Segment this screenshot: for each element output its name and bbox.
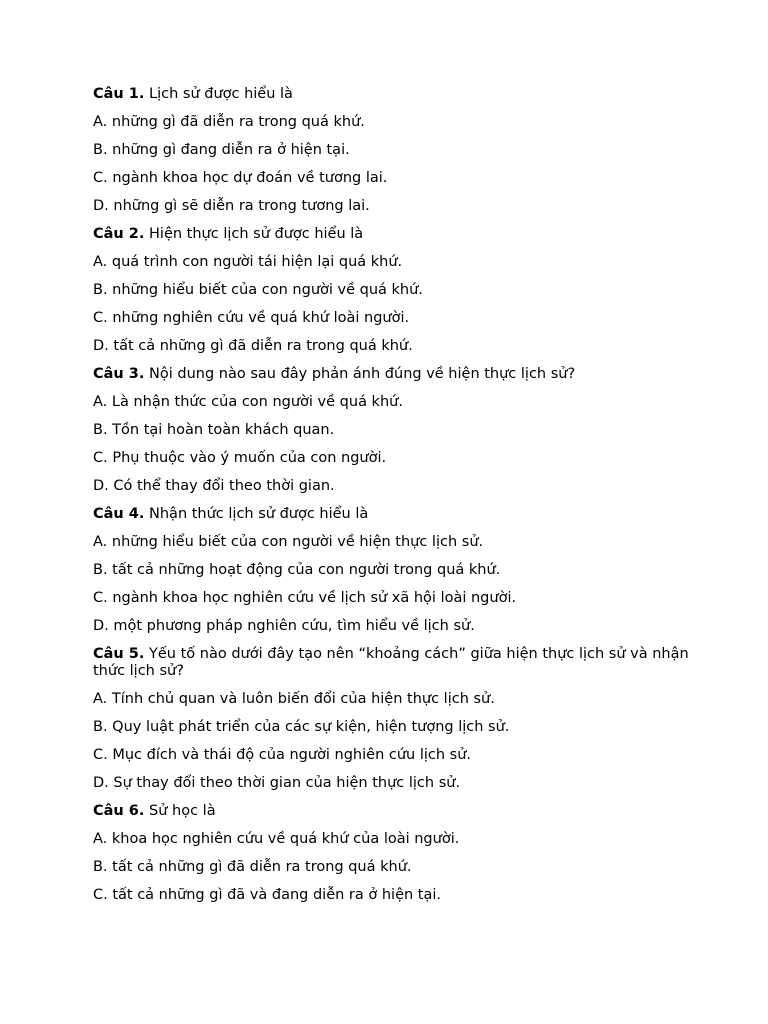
document-page (93, 86, 693, 915)
question-3-option-d: D. Có thể thay đổi theo thời gian. (93, 478, 335, 494)
question-1-option-c: C. ngành khoa học dự đoán về tương lai. (93, 170, 388, 186)
question-3-number: Câu 3. (93, 366, 145, 382)
question-2-option-b: B. những hiểu biết của con người về quá khứ. (93, 282, 423, 298)
question-2-text: Hiện thực lịch sử được hiểu là (144, 226, 364, 242)
question-6-text: Sử học là (144, 803, 216, 819)
question-3 (93, 366, 693, 383)
question-5-number: Câu 5. (93, 646, 145, 662)
question-6-number: Câu 6. (93, 803, 145, 819)
question-4-text: Nhận thức lịch sử được hiểu là (144, 506, 369, 522)
question-4-option-a: A. những hiểu biết của con người về hiện thực lịch sử. (93, 534, 484, 550)
question-6 (93, 803, 693, 820)
question-3-option-b: B. Tồn tại hoàn toàn khách quan. (93, 422, 335, 438)
question-5-option-c: C. Mục đích và thái độ của người nghiên cứu lịch sử. (93, 747, 472, 763)
question-2 (93, 226, 693, 243)
question-2-option-d: D. tất cả những gì đã diễn ra trong quá khứ. (93, 338, 413, 354)
question-5-option-d: D. Sự thay đổi theo thời gian của hiện thực lịch sử. (93, 775, 461, 791)
question-5-option-a: A. Tính chủ quan và luôn biến đổi của hiện thực lịch sử. (93, 691, 495, 707)
question-6-option-a: A. khoa học nghiên cứu về quá khứ của loài người. (93, 831, 460, 847)
question-4-number: Câu 4. (93, 506, 145, 522)
question-4-option-b: B. tất cả những hoạt động của con người trong quá khứ. (93, 562, 501, 578)
question-3-option-a: A. Là nhận thức của con người về quá khứ. (93, 394, 403, 410)
question-4-option-d: D. một phương pháp nghiên cứu, tìm hiểu về lịch sử. (93, 618, 475, 634)
question-1-option-d: D. những gì sẽ diễn ra trong tương lai. (93, 198, 370, 214)
question-6-option-c: C. tất cả những gì đã và đang diễn ra ở hiện tại. (93, 887, 441, 903)
question-1-text: Lịch sử được hiểu là (144, 86, 293, 102)
question-4-option-c: C. ngành khoa học nghiên cứu về lịch sử xã hội loài người. (93, 590, 517, 606)
question-1-number: Câu 1. (93, 86, 145, 102)
question-1-option-b: B. những gì đang diễn ra ở hiện tại. (93, 142, 350, 158)
question-2-option-a: A. quá trình con người tái hiện lại quá khứ. (93, 254, 403, 270)
question-2-number: Câu 2. (93, 226, 145, 242)
question-2-option-c: C. những nghiên cứu về quá khứ loài người. (93, 310, 410, 326)
question-1 (93, 86, 693, 103)
question-4 (93, 506, 693, 523)
question-5-option-b: B. Quy luật phát triển của các sự kiện, hiện tượng lịch sử. (93, 719, 510, 735)
question-3-option-c: C. Phụ thuộc vào ý muốn của con người. (93, 450, 387, 466)
question-5 (93, 646, 693, 680)
question-5-text: Yếu tố nào dưới đây tạo nên “khoảng cách” giữa hiện thực lịch sử và nhận thức lịch sử? (93, 646, 689, 679)
question-6-option-b: B. tất cả những gì đã diễn ra trong quá khứ. (93, 859, 412, 875)
question-3-text: Nội dung nào sau đây phản ánh đúng về hiện thực lịch sử? (144, 366, 576, 382)
question-1-option-a: A. những gì đã diễn ra trong quá khứ. (93, 114, 365, 130)
